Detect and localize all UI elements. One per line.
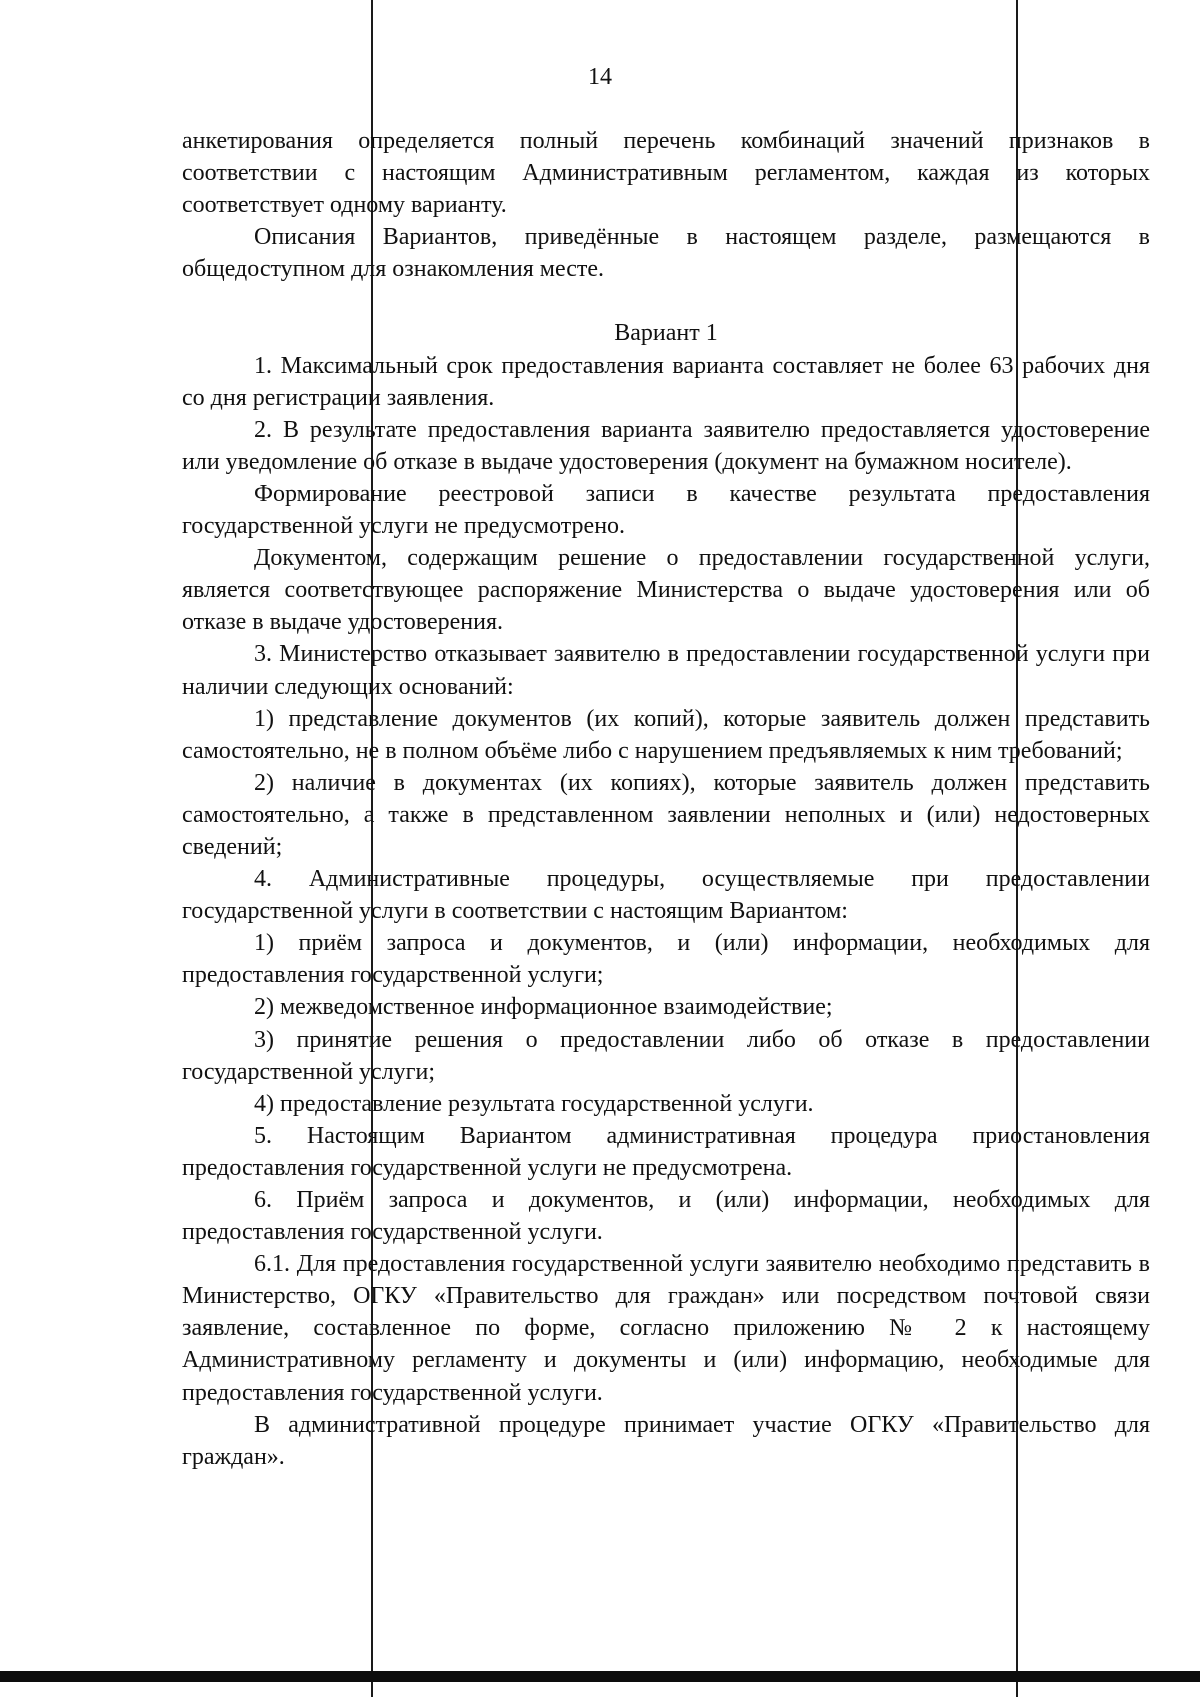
paragraph: 3) принятие решения о предоставлении либо об отказе в предоставлении государственной услуги; [182,1026,1150,1085]
paragraph: 4. Административные процедуры, осуществляемые при предоставлении государственной услуги в соответствии с настоящим Вариантом: [182,866,1150,925]
paragraph: 2) межведомственное информационное взаимодействие; [254,994,833,1021]
document-body [182,125,1150,1473]
paragraph: 6. Приём запроса и документов, и (или) информации, необходимых для предоставления государственной услуги. [182,1187,1150,1246]
intro-paragraph: анкетирования определяется полный перечень комбинаций значений признаков в соответствии с настоящим Административным регламентом, каждая из которых соответствует одному варианту. [182,128,1150,219]
paragraph: 1. Максимальный срок предоставления варианта составляет не более 63 рабочих дня со дня регистрации заявления. [182,352,1150,411]
scan-bottom-bar [0,1671,1200,1682]
intro-paragraph: Описания Вариантов, приведённые в настоящем разделе, размещаются в общедоступном для ознакомления месте. [182,224,1150,283]
paragraph: 1) приём запроса и документов, и (или) информации, необходимых для предоставления государственной услуги; [182,930,1150,989]
paragraph: В административной процедуре принимает участие ОГКУ «Правительство для граждан». [182,1411,1150,1470]
paragraph: 2) наличие в документах (их копиях), которые заявитель должен представить самостоятельно, а также в представленном заявлении неполных и (или) недостоверных сведений; [182,769,1150,860]
paragraph: Формирование реестровой записи в качестве результата предоставления государственной услуги не предусмотрено. [182,480,1150,540]
paragraph: 3. Министерство отказывает заявителю в предоставлении государственной услуги при наличии следующих оснований: [182,641,1150,700]
paragraph: 6.1. Для предоставления государственной услуги заявителю необходимо представить в Министерство, ОГКУ «Правительство для граждан» или посредством почтовой связи заявление, составленное по форме, согласно приложению № 2 к настоящему Административному регламенту и документы и (или) информацию, необходимые для предоставления государственной услуги. [182,1251,1150,1406]
section-heading: Вариант 1 [614,320,718,347]
paragraph: 2. В результате предоставления варианта заявителю предоставляется удостоверение или уведомление об отказе в выдаче удостоверения (документ на бумажном носителе). [182,416,1150,475]
page-number: 14 [588,64,612,90]
paragraph: 1) представление документов (их копий), которые заявитель должен представить самостоятельно, не в полном объёме либо с нарушением предъявляемых к ним требований; [182,705,1150,764]
paragraph: 5. Настоящим Вариантом административная процедура приостановления предоставления государственной услуги не предусмотрена. [182,1122,1150,1181]
paragraph: 4) предоставление результата государственной услуги. [254,1090,814,1117]
paragraph: Документом, содержащим решение о предоставлении государственной услуги, является соответствующее распоряжение Министерства о выдаче удостоверения или об отказе в выдаче удостоверения. [182,545,1150,636]
